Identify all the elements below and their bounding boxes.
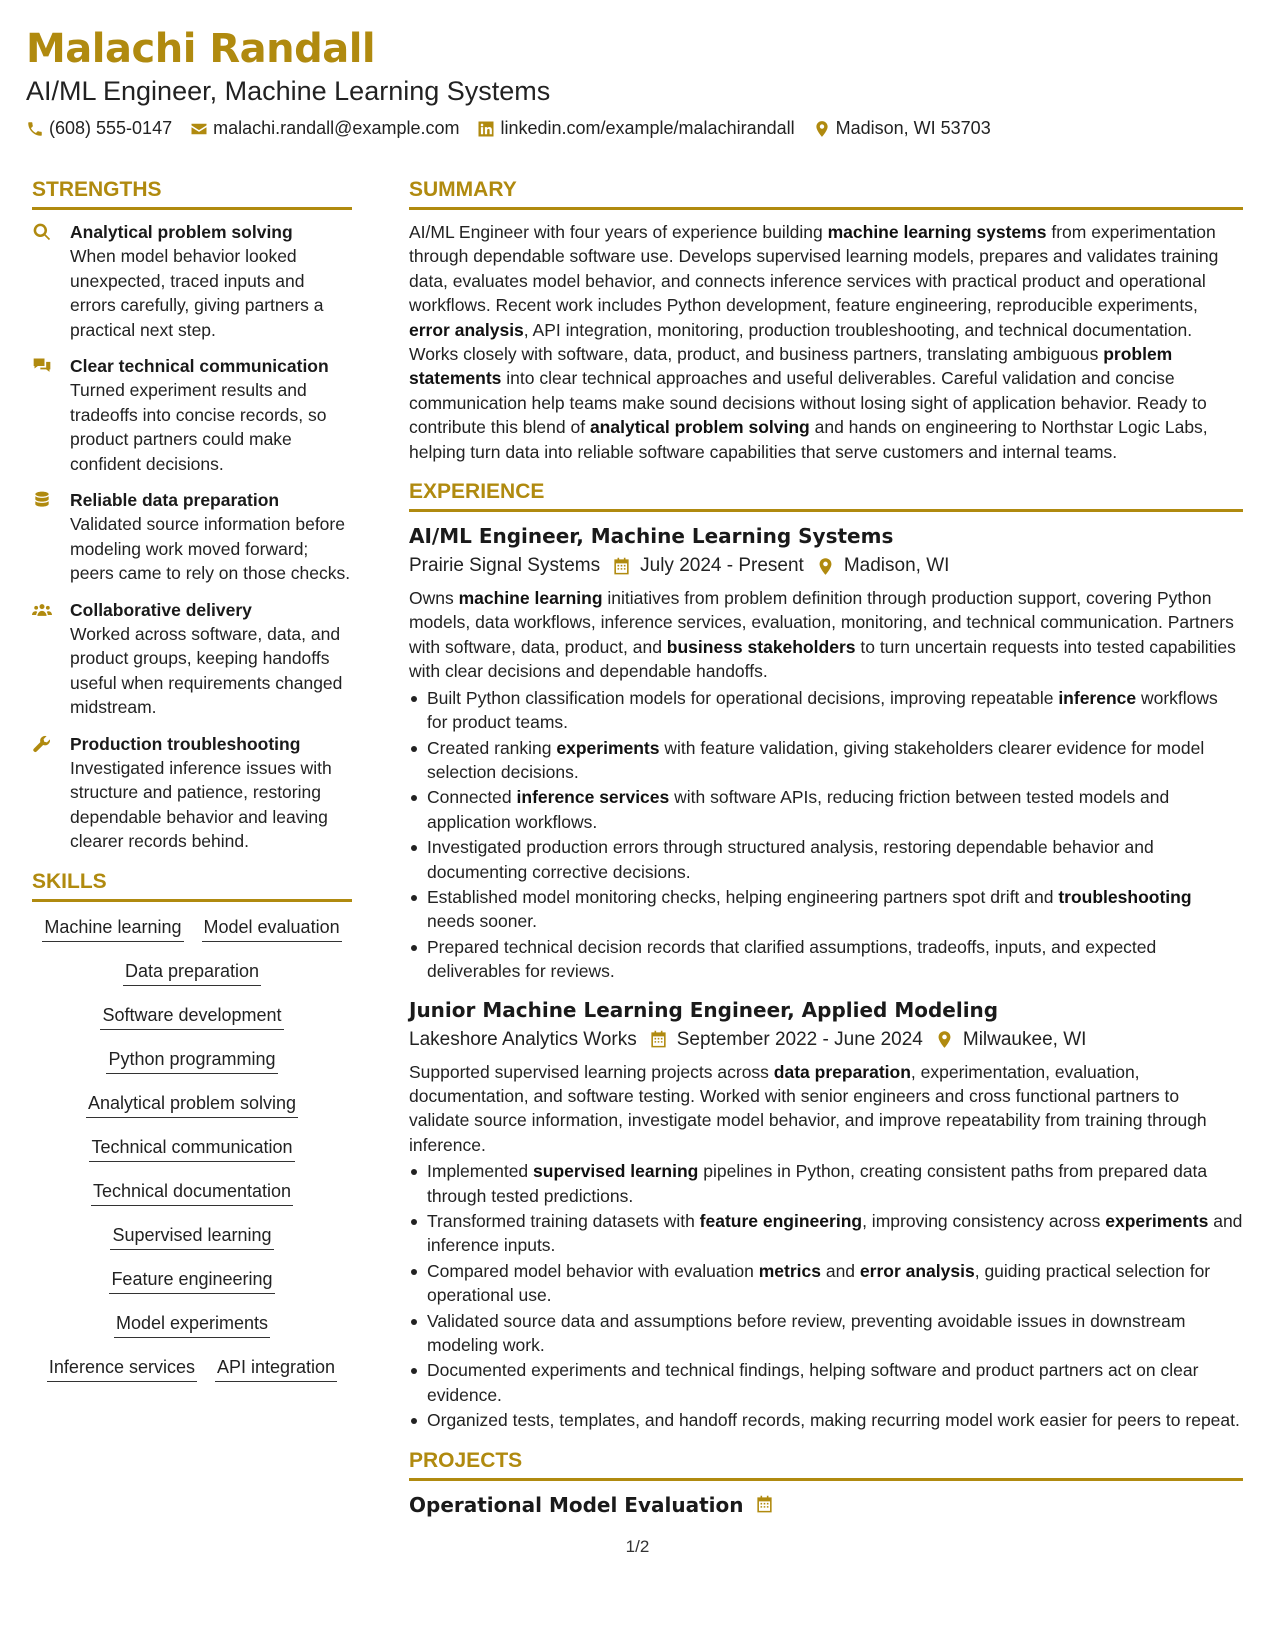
strength-description: Investigated inference issues with structure and patience, restoring dependable behavior and leaving clearer records behind. bbox=[70, 757, 332, 851]
job-intro: Owns machine learning initiatives from problem definition through production support, covering Python models, data workflows, inference services, evaluation, monitoring, and technical communication. Partners with software, data, product, and business stakeholders to turn uncertain requests into tested capabilities with clear decisions and dependable handoffs. bbox=[409, 588, 1236, 682]
emphasis-text: troubleshooting bbox=[1058, 886, 1192, 907]
emphasis-text: inference services bbox=[516, 787, 670, 808]
job-meta bbox=[409, 1026, 1243, 1054]
map-pin-icon bbox=[813, 120, 831, 138]
summary-heading: SUMMARY bbox=[409, 176, 1243, 210]
linkedin-link[interactable]: linkedin.com/example/malachirandall bbox=[500, 118, 795, 138]
candidate-name: Malachi Randall bbox=[26, 26, 376, 72]
emphasis-text: data preparation bbox=[773, 1061, 911, 1082]
strength-description: Worked across software, data, and product groups, keeping handoffs useful when requirements changed midstream. bbox=[70, 623, 343, 717]
resume-header bbox=[26, 24, 1009, 139]
skills-list bbox=[32, 912, 352, 1382]
strength-description: Validated source information before modeling work moved forward; peers came to rely on those checks. bbox=[70, 514, 351, 583]
skill-tag: Software development bbox=[100, 1004, 283, 1030]
job-company: Prairie Signal Systems bbox=[409, 555, 601, 577]
phone-icon bbox=[26, 120, 44, 138]
contact-email[interactable] bbox=[190, 118, 459, 139]
strength-body bbox=[70, 488, 352, 586]
strength-icon-wrap bbox=[32, 732, 70, 854]
list-item: Organized tests, templates, and handoff records, making recurring model work easier for peers to repeat. bbox=[409, 1408, 1243, 1432]
skill-tag: Inference services bbox=[47, 1356, 197, 1382]
map-pin-icon bbox=[816, 557, 835, 576]
job-bullets bbox=[409, 686, 1243, 984]
strength-title: Reliable data preparation bbox=[70, 490, 280, 510]
email-link[interactable]: malachi.randall@example.com bbox=[213, 118, 460, 138]
strength-icon-wrap bbox=[32, 488, 70, 586]
calendar-icon bbox=[649, 1030, 668, 1049]
emphasis-text: inference bbox=[1058, 687, 1137, 708]
emphasis-text: supervised learning bbox=[533, 1161, 699, 1182]
list-item: Created ranking experiments with feature validation, giving stakeholders clearer evidence for model selection decisions. bbox=[409, 736, 1243, 785]
list-item: Implemented supervised learning pipelines in Python, creating consistent paths from prepared data through tested predictions. bbox=[409, 1159, 1243, 1208]
candidate-title: AI/ML Engineer, Machine Learning Systems bbox=[26, 76, 551, 106]
strength-title: Analytical problem solving bbox=[70, 222, 293, 242]
contact-bar bbox=[26, 118, 1009, 139]
strength-body bbox=[70, 220, 352, 342]
skill-tag: Analytical problem solving bbox=[86, 1092, 298, 1118]
job-location: Milwaukee, WI bbox=[962, 1028, 1087, 1050]
skill-tag: Supervised learning bbox=[110, 1224, 273, 1250]
skill-tag: Technical documentation bbox=[91, 1180, 293, 1206]
strength-description: When model behavior looked unexpected, traced inputs and errors carefully, giving partners a practical next step. bbox=[70, 246, 324, 340]
job-entry bbox=[409, 996, 1243, 1433]
job-role: Junior Machine Learning Engineer, Applied Modeling bbox=[409, 997, 999, 1022]
envelope-icon bbox=[190, 120, 208, 138]
list-item: Validated source data and assumptions before review, preventing avoidable issues in downstream modeling work. bbox=[409, 1309, 1243, 1358]
list-item: Built Python classification models for operational decisions, improving repeatable inference workflows for product teams. bbox=[409, 686, 1243, 735]
emphasis-text: problem statements bbox=[409, 344, 1173, 389]
job-bullets bbox=[409, 1159, 1243, 1432]
strength-item bbox=[32, 354, 352, 476]
strength-item bbox=[32, 488, 352, 586]
skill-tag: Machine learning bbox=[42, 916, 183, 942]
emphasis-text: error analysis bbox=[409, 319, 524, 340]
list-item: Transformed training datasets with feature engineering, improving consistency across experiments and inference inputs. bbox=[409, 1209, 1243, 1258]
users-icon bbox=[32, 600, 52, 620]
strength-item bbox=[32, 220, 352, 342]
skill-tag: Data preparation bbox=[123, 960, 261, 986]
left-column bbox=[32, 176, 352, 1382]
emphasis-text: error analysis bbox=[859, 1260, 975, 1281]
skills-heading: SKILLS bbox=[32, 868, 352, 902]
emphasis-text: feature engineering bbox=[699, 1211, 863, 1231]
list-item: Established model monitoring checks, helping engineering partners spot drift and troubleshooting needs sooner. bbox=[409, 885, 1243, 934]
strength-icon-wrap bbox=[32, 220, 70, 342]
contact-location bbox=[813, 118, 991, 139]
emphasis-text: experiments bbox=[1105, 1211, 1209, 1231]
emphasis-text: experiments bbox=[556, 737, 660, 758]
emphasis-text: machine learning systems bbox=[827, 222, 1047, 242]
project-entry bbox=[409, 1491, 1243, 1519]
map-pin-icon bbox=[935, 1030, 954, 1049]
strength-item bbox=[32, 598, 352, 720]
list-item: Compared model behavior with evaluation metrics and error analysis, guiding practical selection for operational use. bbox=[409, 1259, 1243, 1308]
strengths-list bbox=[32, 220, 352, 854]
job-meta bbox=[409, 552, 1243, 580]
strengths-heading: STRENGTHS bbox=[32, 176, 352, 210]
strength-body bbox=[70, 354, 352, 476]
strength-item bbox=[32, 732, 352, 854]
experience-heading: EXPERIENCE bbox=[409, 478, 1243, 512]
strength-body bbox=[70, 598, 352, 720]
list-item: Prepared technical decision records that clarified assumptions, tradeoffs, inputs, and expected deliverables for reviews. bbox=[409, 935, 1243, 984]
skill-tag: Python programming bbox=[106, 1048, 277, 1074]
project-title: Operational Model Evaluation bbox=[409, 1492, 744, 1517]
job-role: AI/ML Engineer, Machine Learning Systems bbox=[409, 524, 894, 549]
skill-tag: Technical communication bbox=[89, 1136, 294, 1162]
job-company: Lakeshore Analytics Works bbox=[409, 1028, 637, 1050]
summary-text: AI/ML Engineer with four years of experience building machine learning systems from experimentation through dependable software use. Develops supervised learning models, prepares and validates training data, evaluates model behavior, and connects inference services with practical product and operational workflows. Recent work includes Python development, feature engineering, reproducible experiments, error analysis, API integration, monitoring, production troubleshooting, and technical documentation. Works closely with software, data, product, and business partners, translating ambiguous problem statements into clear technical approaches and useful deliverables. Careful validation and concise communication help teams make sound decisions without losing sight of application behavior. Ready to contribute this blend of analytical problem solving and hands on engineering to Northstar Logic Labs, helping turn data into reliable software capabilities that serve customers and internal teams. bbox=[409, 222, 1219, 462]
strength-title: Production troubleshooting bbox=[70, 733, 301, 754]
job-entry bbox=[409, 522, 1243, 984]
database-icon bbox=[32, 490, 52, 510]
list-item: Connected inference services with software APIs, reducing friction between tested models and application workflows. bbox=[409, 785, 1243, 834]
location-text: Madison, WI 53703 bbox=[835, 118, 991, 138]
list-item: Investigated production errors through structured analysis, restoring dependable behavior and documenting corrective decisions. bbox=[409, 835, 1243, 884]
wrench-icon bbox=[32, 734, 52, 754]
strength-title: Clear technical communication bbox=[70, 356, 329, 376]
linkedin-icon bbox=[477, 120, 495, 138]
experience-list bbox=[409, 522, 1243, 1433]
job-dates: September 2022 - June 2024 bbox=[676, 1028, 923, 1050]
skill-tag: Feature engineering bbox=[109, 1268, 274, 1294]
job-dates: July 2024 - Present bbox=[640, 555, 804, 577]
strength-icon-wrap bbox=[32, 354, 70, 476]
strength-title: Collaborative delivery bbox=[70, 599, 252, 620]
comments-icon bbox=[32, 356, 52, 376]
emphasis-text: machine learning bbox=[458, 588, 603, 609]
page-number: 1/2 bbox=[625, 1537, 650, 1556]
calendar-icon bbox=[612, 557, 631, 576]
skill-tag: API integration bbox=[215, 1356, 337, 1382]
job-location: Madison, WI bbox=[843, 555, 950, 577]
strength-description: Turned experiment results and tradeoffs into concise records, so product partners could make confident decisions. bbox=[70, 380, 327, 474]
contact-linkedin[interactable] bbox=[477, 118, 794, 139]
strength-icon-wrap bbox=[32, 598, 70, 720]
emphasis-text: metrics bbox=[758, 1260, 821, 1281]
projects-heading: PROJECTS bbox=[409, 1447, 1243, 1481]
right-column bbox=[409, 176, 1243, 1519]
strength-body bbox=[70, 732, 352, 854]
contact-phone bbox=[26, 118, 172, 139]
list-item: Documented experiments and technical findings, helping software and product partners act on clear evidence. bbox=[409, 1358, 1243, 1407]
emphasis-text: analytical problem solving bbox=[589, 417, 810, 438]
skill-tag: Model evaluation bbox=[202, 916, 342, 942]
phone-text: (608) 555-0147 bbox=[49, 118, 173, 138]
search-icon bbox=[32, 222, 52, 242]
calendar-icon bbox=[755, 1495, 774, 1514]
emphasis-text: business stakeholders bbox=[666, 636, 856, 657]
job-intro: Supported supervised learning projects across data preparation, experimentation, evaluation, documentation, and software testing. Worked with senior engineers and cross functional partners to validate source information, investigate model behavior, and improve repeatability from training through inference. bbox=[409, 1061, 1207, 1155]
skill-tag: Model experiments bbox=[114, 1312, 270, 1338]
